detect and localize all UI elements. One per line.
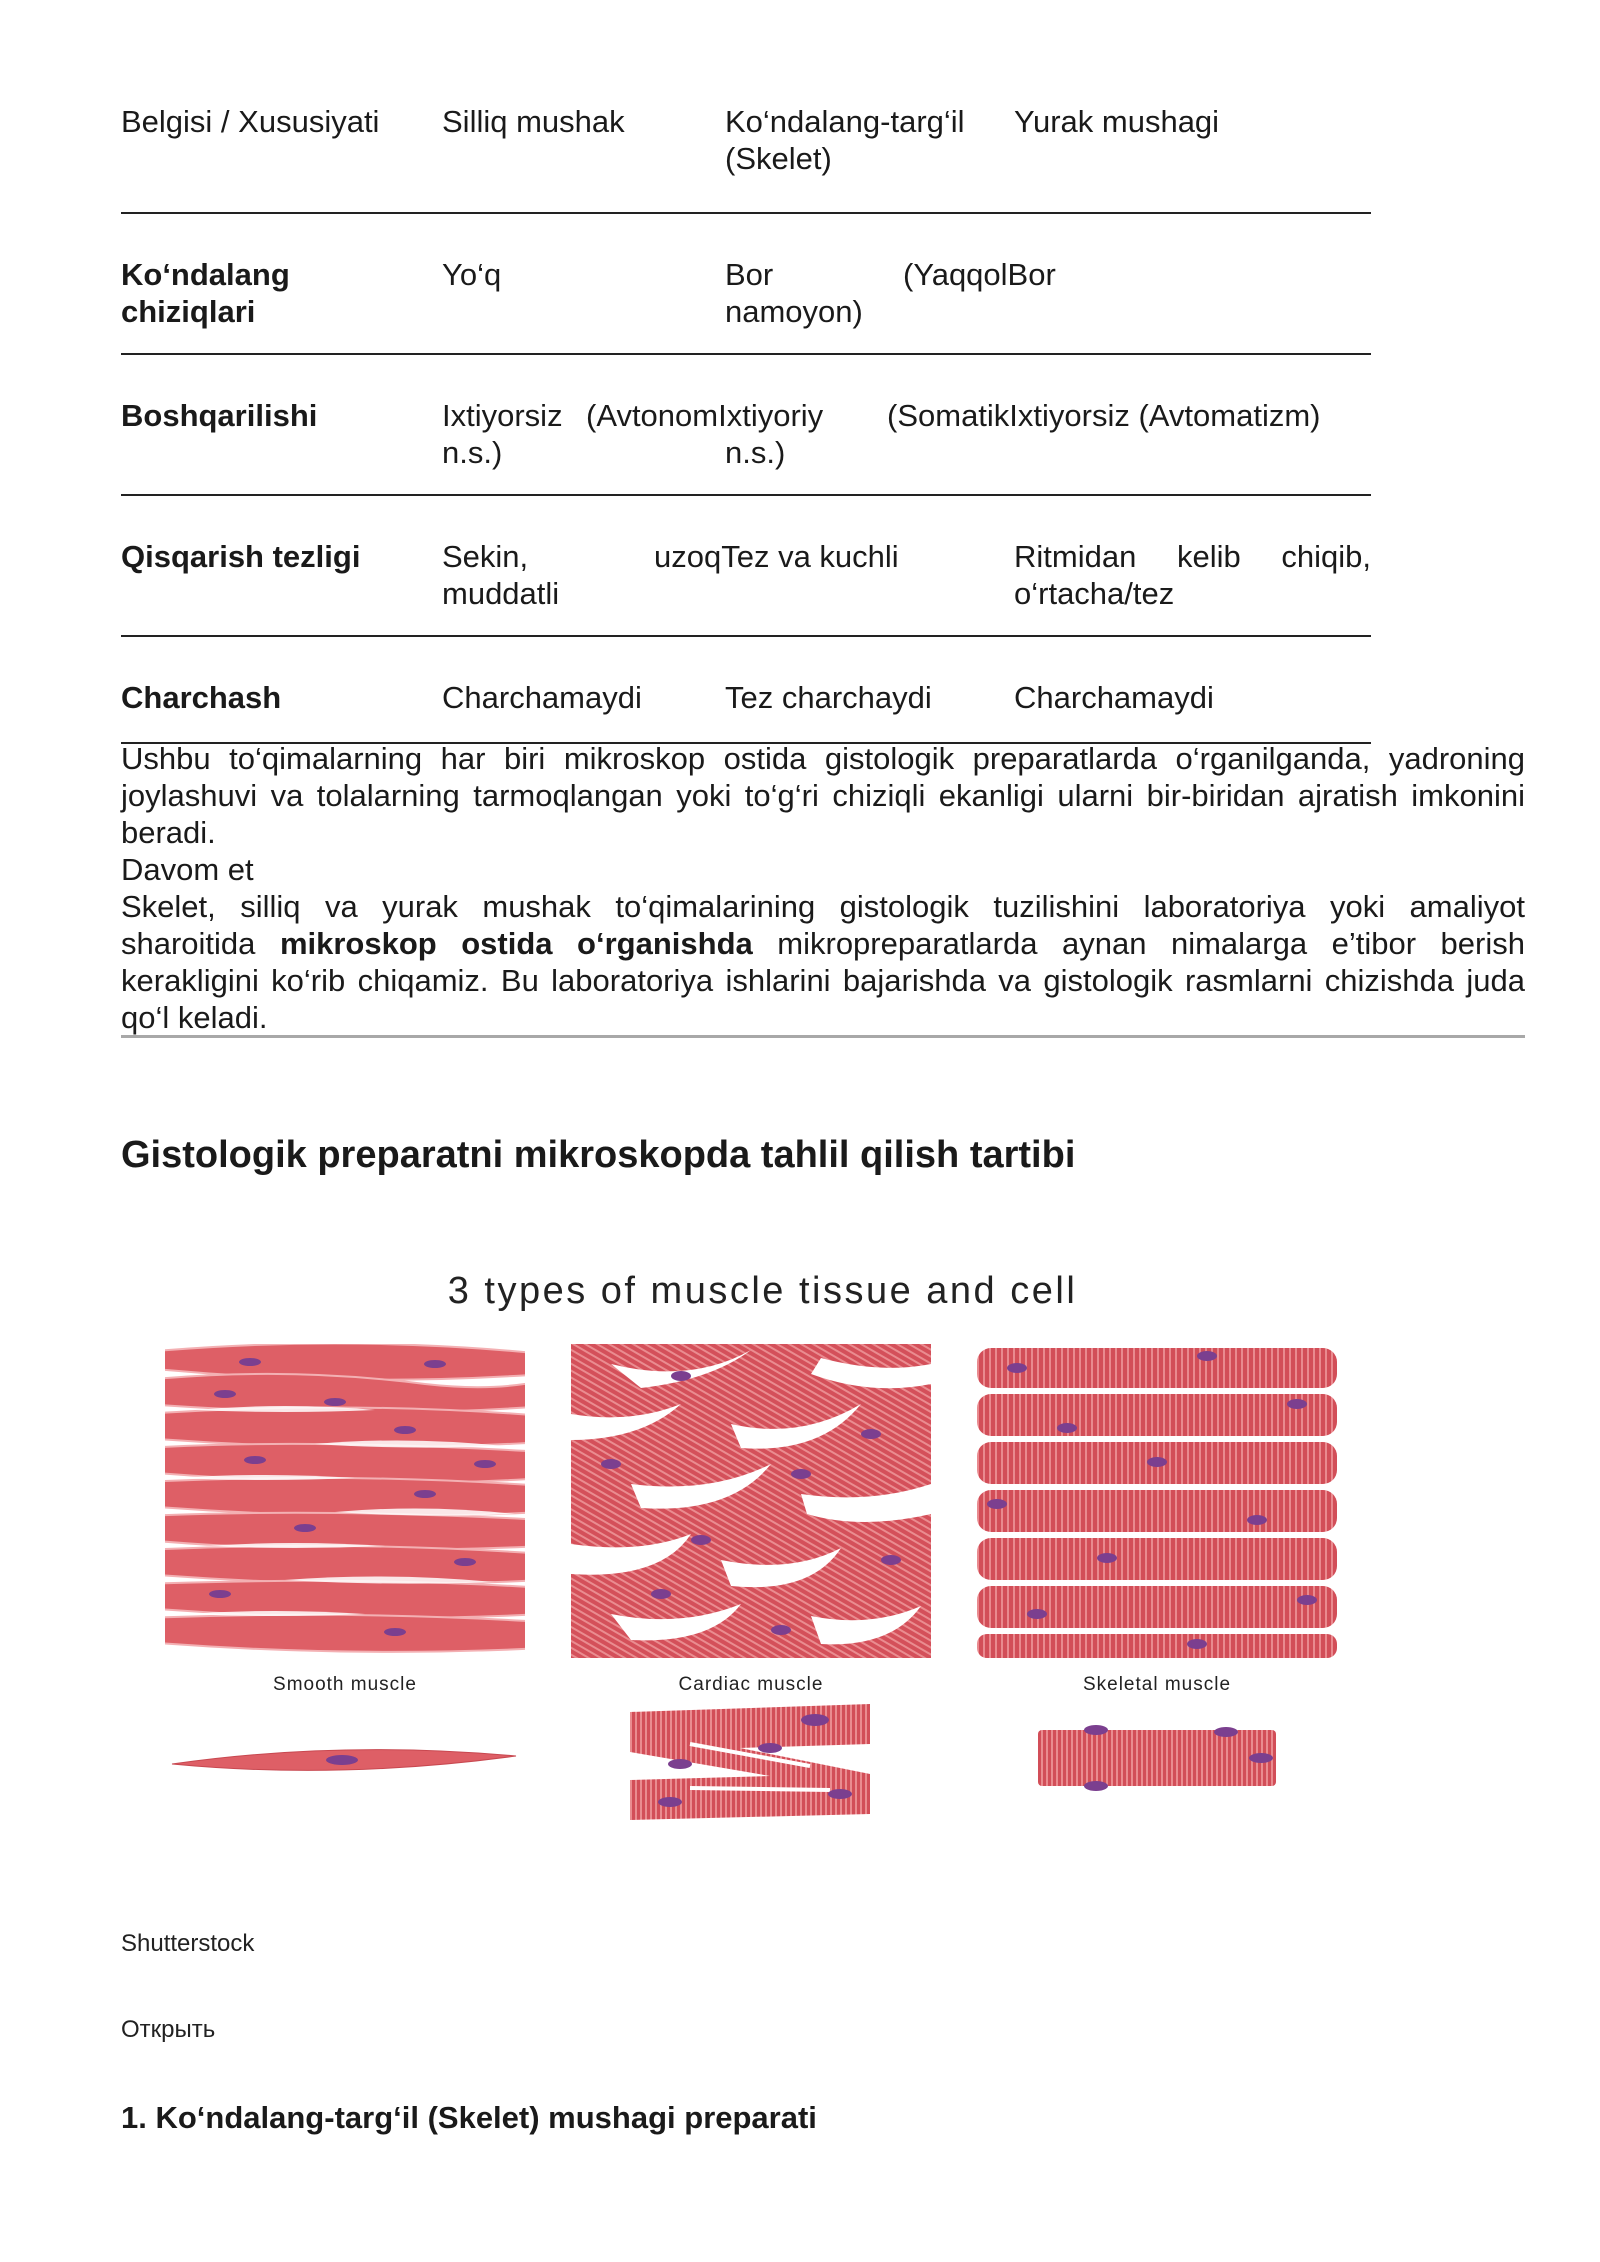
header-cell: Belgisi / Xususiyati	[121, 104, 380, 139]
header-cell: Ko‘ndalang-targ‘il (Skelet)	[725, 104, 965, 176]
row-label: Boshqarilishi	[121, 398, 318, 433]
table-cell: (AvtonomIxtiyoriy	[586, 398, 824, 433]
table-cell: (YaqqolBor	[903, 257, 1056, 292]
image-source: Shutterstock	[121, 1930, 255, 1957]
table-cell: Yo‘q	[442, 257, 502, 292]
table-cell: Bor	[725, 257, 774, 292]
table-cell: n.s.)	[725, 435, 786, 470]
header-cell: Yurak mushagi	[1014, 104, 1220, 139]
paragraph-intro	[121, 740, 1525, 888]
table-cell: uzoqTez va kuchli	[654, 539, 899, 574]
table-cell: (SomatikIxtiyorsiz (Avtomatizm)	[887, 398, 1321, 433]
table-cell: muddatli	[442, 576, 560, 611]
table-cell: o‘rtacha/tez	[1014, 576, 1175, 611]
table-cell: Ritmidan kelib chiqib,	[1014, 539, 1371, 574]
skeletal-muscle-cell	[1036, 1724, 1278, 1799]
text-line	[121, 925, 1525, 962]
bold-phrase: mikroskop ostida o‘rganishda	[279, 926, 753, 961]
smooth-muscle-cell	[170, 1740, 520, 1785]
text-line: Ushbu to‘qimalarning har biri mikroskop ostida gistologik preparatlarda o‘rganilganda, yadroning	[121, 741, 1525, 776]
table-cell: Sekin,	[442, 539, 529, 574]
table-row	[121, 214, 1371, 355]
subheading: 1. Ko‘ndalang-targ‘il (Skelet) mushagi preparati	[121, 2100, 817, 2135]
table-cell: Charchamaydi	[1014, 680, 1214, 715]
row-label: Charchash	[121, 680, 282, 715]
cardiac-muscle-image	[571, 1344, 931, 1658]
table-cell: namoyon)	[725, 294, 863, 329]
table-row	[121, 355, 1371, 496]
caption-cardiac: Cardiac muscle	[678, 1674, 824, 1695]
table-cell: Tez charchaydi	[725, 680, 932, 715]
skeletal-muscle-image	[977, 1344, 1337, 1658]
table-header-row	[121, 100, 1371, 214]
text-line: Skelet, silliq va yurak mushak to‘qimalarining gistologik tuzilishini laboratoriya yoki amaliyot	[121, 889, 1525, 924]
open-link[interactable]: Открыть	[121, 2016, 216, 2043]
caption-skeletal: Skeletal muscle	[1082, 1674, 1232, 1695]
davom-link[interactable]: Davom et	[121, 852, 254, 887]
text-line: qo‘l keladi.	[121, 1000, 268, 1035]
paragraph-lab	[121, 888, 1525, 1036]
section-title: Gistologik preparatni mikroskopda tahlil qilish tartibi	[121, 1134, 1076, 1176]
text-line: joylashuvi va tolalarning tarmoqlangan yoki to‘g‘ri chiziqli ekanligi ularni bir-biridan ajratish imkonini	[121, 778, 1525, 813]
figure-title: 3 types of muscle tissue and cell	[447, 1270, 1078, 1312]
table-cell: Ixtiyorsiz	[442, 398, 563, 433]
divider	[121, 1035, 1525, 1038]
table-row	[121, 496, 1371, 637]
header-cell: Silliq mushak	[442, 104, 625, 139]
table-row	[121, 637, 1371, 744]
table-cell: Charchamaydi	[442, 680, 642, 715]
text-span: sharoitida	[121, 926, 256, 961]
comparison-table	[121, 100, 1371, 744]
text-span: mikropreparatlarda aynan nimalarga e’tibor berish	[777, 926, 1525, 961]
caption-smooth: Smooth muscle	[273, 1674, 417, 1695]
table-cell: n.s.)	[442, 435, 503, 470]
row-label: Ko‘ndalang chiziqlari	[121, 257, 290, 329]
smooth-muscle-image	[165, 1344, 525, 1658]
row-label: Qisqarish tezligi	[121, 539, 361, 574]
text-line: beradi.	[121, 815, 216, 850]
cardiac-muscle-cell	[630, 1704, 872, 1825]
text-line: kerakligini ko‘rib chiqamiz. Bu laboratoriya ishlarini bajarishda va gistologik rasmlarni chizishda juda	[121, 963, 1525, 998]
